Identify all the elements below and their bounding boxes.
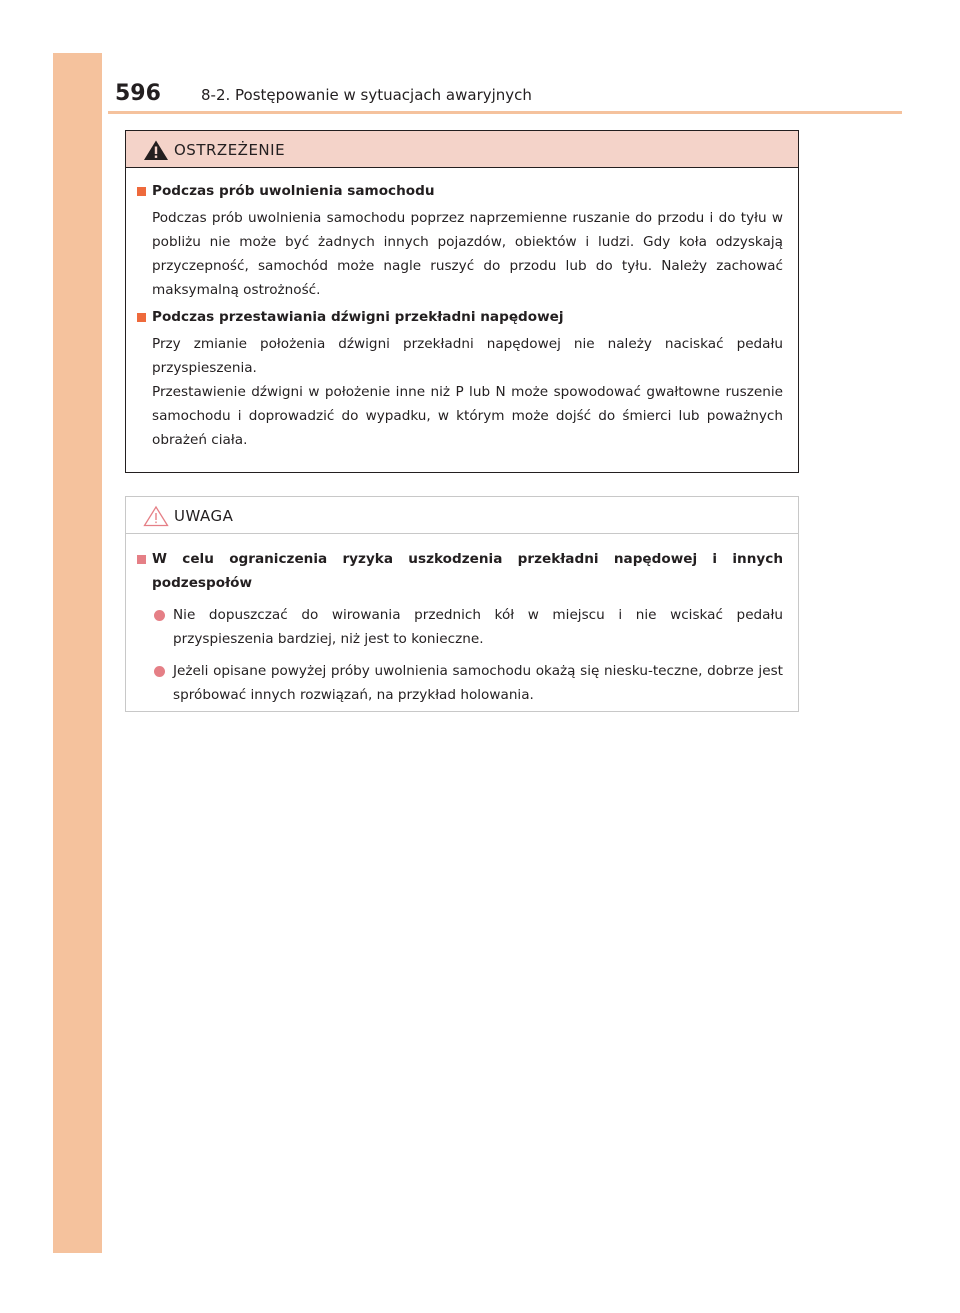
warning-item-heading-text: Podczas przestawiania dźwigni przekładni napędowej [152, 309, 564, 325]
warning-title: OSTRZEŻENIE [174, 141, 286, 159]
square-bullet-icon [137, 313, 146, 322]
list-item [152, 603, 783, 651]
list-item-text: Nie dopuszczać do wirowania przednich kół w miejscu i nie wciskać pedału przyspieszenia bardziej, niż jest to konieczne. [173, 607, 783, 647]
notice-title: UWAGA [174, 507, 234, 525]
notice-box [125, 496, 799, 712]
page-edge-strip [53, 53, 102, 1253]
warning-body [126, 168, 798, 452]
warning-box [125, 130, 799, 473]
notice-item-heading [137, 547, 783, 595]
notice-bullet-list [137, 603, 783, 707]
notice-item-heading-text: W celu ograniczenia ryzyka uszkodzenia przekładni napędowej i innych podzespołów [152, 551, 783, 591]
square-bullet-icon [137, 187, 146, 196]
warning-item-paragraph: Przestawienie dźwigni w położenie inne niż P lub N może spowodować gwałtowne ruszenie samochodu i doprowadzić do wypadku, w którym może dojść do śmierci lub poważnych obrażeń ciała. [152, 384, 783, 448]
header-rule [108, 111, 902, 114]
page-number: 596 [115, 81, 161, 106]
notice-box-header [126, 497, 798, 534]
circle-bullet-icon [154, 610, 165, 621]
warning-item-heading [137, 179, 783, 203]
list-item [152, 659, 783, 707]
warning-item-heading-text: Podczas prób uwolnienia samochodu [152, 183, 435, 199]
warning-triangle-icon [143, 139, 169, 161]
caution-triangle-icon [143, 505, 169, 527]
list-item-text: Jeżeli opisane powyżej próby uwolnienia samochodu okażą się niesku-teczne, dobrze jest spróbować innych rozwiązań, na przykład holowania. [173, 663, 783, 703]
warning-box-header [126, 131, 798, 168]
warning-item-paragraph: Przy zmianie położenia dźwigni przekładni napędowej nie należy naciskać pedału przyspieszenia. [152, 336, 783, 376]
warning-item-heading [137, 305, 783, 329]
warning-item-paragraph: Podczas prób uwolnienia samochodu poprzez naprzemienne ruszanie do przodu i do tyłu w pobliżu nie może być żadnych innych pojazdów, obiektów i ludzi. Gdy koła odzyskają przyczepność, samochód może nagle ruszyć do przodu lub do tyłu. Należy zachować maksymalną ostrożność. [152, 210, 783, 298]
page-header [108, 80, 902, 114]
square-bullet-icon [137, 555, 146, 564]
notice-body [126, 534, 798, 707]
section-title: 8-2. Postępowanie w sytuacjach awaryjnych [201, 86, 532, 104]
circle-bullet-icon [154, 666, 165, 677]
